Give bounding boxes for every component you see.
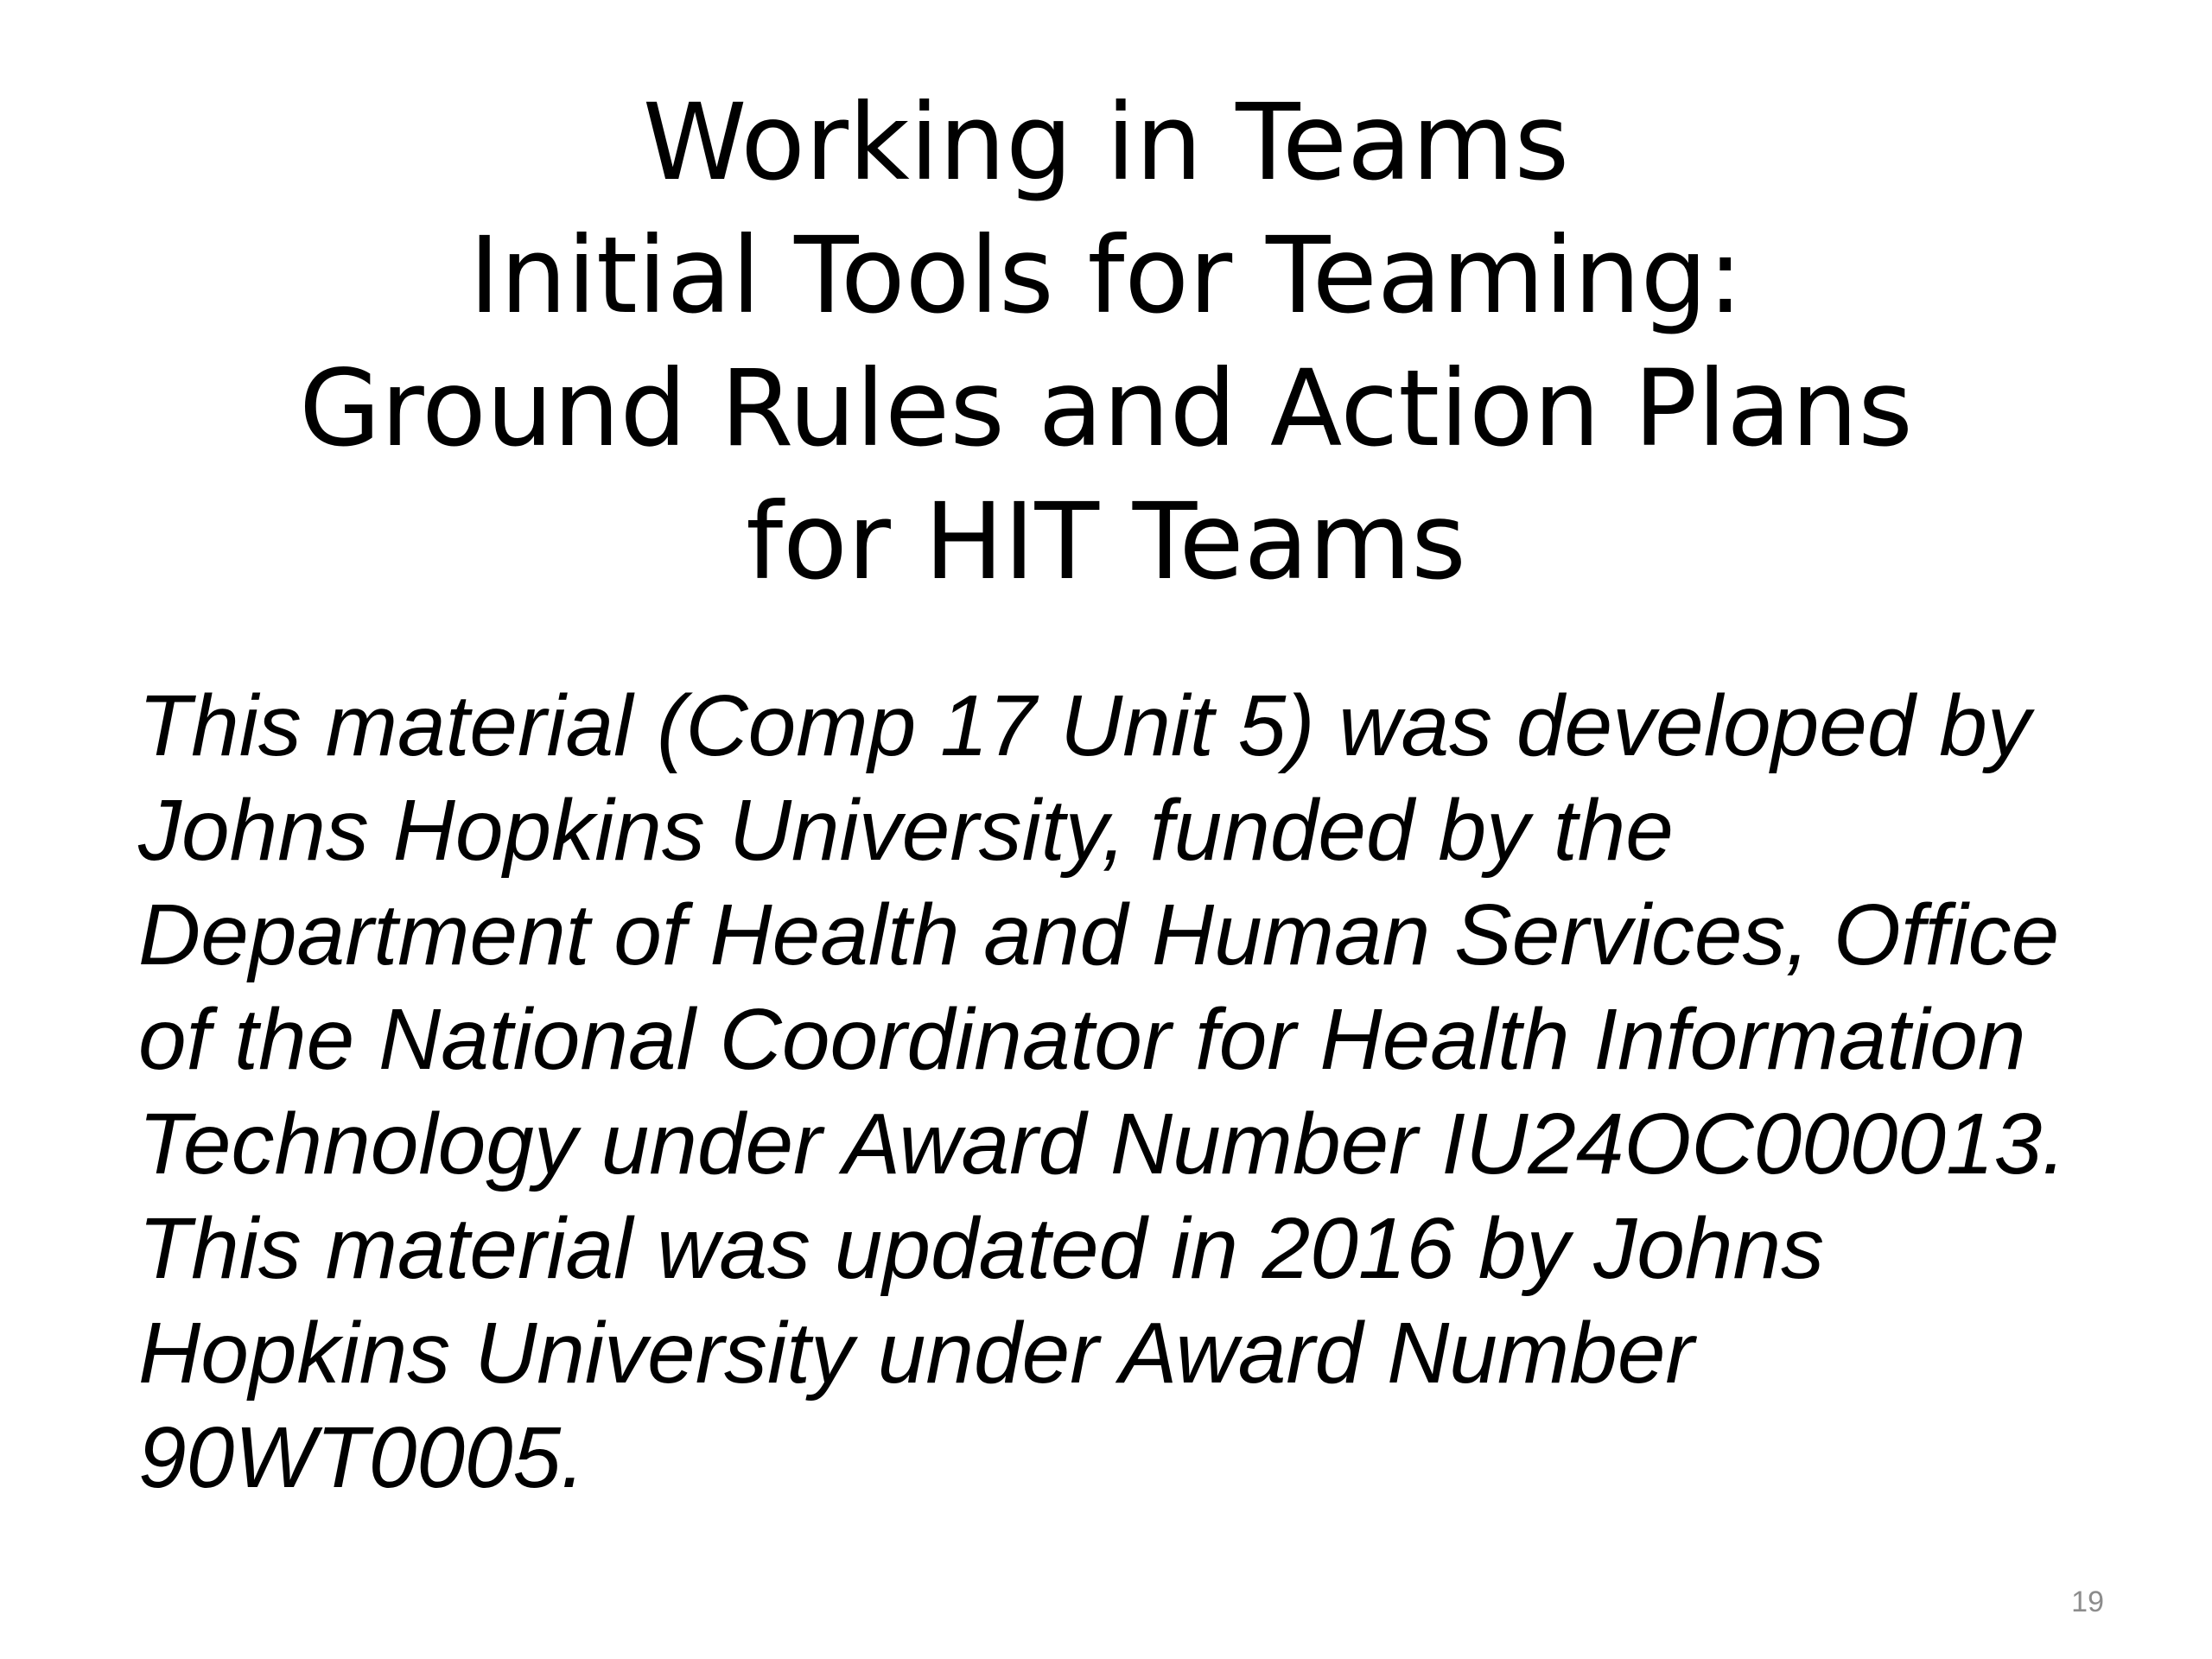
attribution-line-6: This material was updated in 2016 by Johns (138, 1200, 1825, 1297)
attribution-line-5: Technology under Award Number IU24OC000013. (138, 1096, 2067, 1192)
slide-title (138, 76, 2074, 608)
attribution-line-3: Department of Health and Human Services, Office (138, 887, 2060, 983)
attribution-paragraph (138, 674, 2117, 1510)
attribution-line-2: Johns Hopkins University, funded by the (138, 782, 1674, 879)
title-line-4: for HIT Teams (746, 480, 1466, 603)
attribution-line-1: This material (Comp 17 Unit 5) was developed by (138, 677, 2031, 774)
title-line-1: Working in Teams (642, 81, 1570, 204)
title-line-3: Ground Rules and Action Plans (299, 347, 1913, 470)
slide-number: 19 (2071, 1586, 2104, 1618)
attribution-line-4: of the National Coordinator for Health Information (138, 991, 2026, 1088)
attribution-line-7: Hopkins University under Award Number (138, 1305, 1694, 1402)
title-line-2: Initial Tools for Teaming: (468, 214, 1744, 337)
attribution-line-8: 90WT0005. (138, 1409, 585, 1506)
